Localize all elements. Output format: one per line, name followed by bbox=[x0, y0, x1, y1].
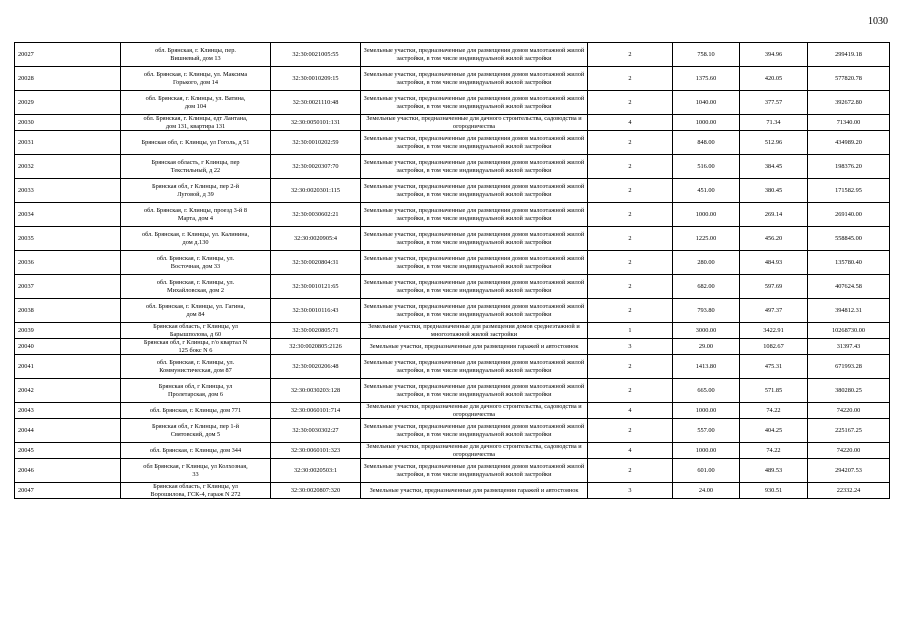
cadastral-value-cell: 171582.95 bbox=[808, 179, 890, 203]
cadastral-value-cell: 294207.53 bbox=[808, 459, 890, 483]
address-cell: обл. Брянская, г. Клинцы, дом 344 bbox=[121, 443, 271, 459]
cadastral-value-cell: 671993.28 bbox=[808, 355, 890, 379]
specific-value-cell: 420.05 bbox=[740, 67, 808, 91]
cadastral-value-cell: 225167.25 bbox=[808, 419, 890, 443]
address-cell: обл. Брянская, г. Клинцы, ул. Ватина, дом 104 bbox=[121, 91, 271, 115]
specific-value-cell: 377.57 bbox=[740, 91, 808, 115]
area-cell: 1413.80 bbox=[673, 355, 740, 379]
address-cell: обл. Брянская, г. Клинцы, дом 771 bbox=[121, 403, 271, 419]
cadastral-number-cell: 32:30:0021110:48 bbox=[271, 91, 361, 115]
cadastral-value-cell: 31397.43 bbox=[808, 339, 890, 355]
land-use-cell: Земельные участки, предназначенные для размещения домов малоэтажной жилой застройки, в том числе индивидуальной жилой застройки bbox=[361, 91, 588, 115]
address-cell: обл. Брянская, г. Клинцы, ул. Максима Горького, дом 14 bbox=[121, 67, 271, 91]
address-cell: Брянская обл, г. Клинцы, ул Гоголь, д 51 bbox=[121, 131, 271, 155]
cadastral-value-cell: 392672.80 bbox=[808, 91, 890, 115]
row-number: 20041 bbox=[15, 355, 121, 379]
cadastral-number-cell: 32:30:0021005:55 bbox=[271, 43, 361, 67]
cadastral-number-cell: 32:30:0020905:4 bbox=[271, 227, 361, 251]
group-cell: 2 bbox=[588, 459, 673, 483]
table-row bbox=[15, 419, 890, 443]
area-cell: 24.00 bbox=[673, 483, 740, 499]
cadastral-number-cell: 32:30:0020301:115 bbox=[271, 179, 361, 203]
specific-value-cell: 3422.91 bbox=[740, 323, 808, 339]
land-use-cell: Земельные участки, предназначенные для размещения домов малоэтажной жилой застройки, в том числе индивидуальной жилой застройки bbox=[361, 203, 588, 227]
group-cell: 3 bbox=[588, 483, 673, 499]
cadastral-value-cell: 577820.78 bbox=[808, 67, 890, 91]
specific-value-cell: 489.53 bbox=[740, 459, 808, 483]
specific-value-cell: 1082.67 bbox=[740, 339, 808, 355]
cadastral-number-cell: 32:30:0030203:128 bbox=[271, 379, 361, 403]
row-number: 20029 bbox=[15, 91, 121, 115]
group-cell: 2 bbox=[588, 91, 673, 115]
cadastral-number-cell: 32:30:0010116:43 bbox=[271, 299, 361, 323]
land-use-cell: Земельные участки, предназначенные для размещения домов малоэтажной жилой застройки, в том числе индивидуальной жилой застройки bbox=[361, 419, 588, 443]
land-registry-table bbox=[14, 42, 890, 499]
address-cell: обл. Брянская, г. Клинцы, пер. Вишневый, дом 13 bbox=[121, 43, 271, 67]
specific-value-cell: 484.93 bbox=[740, 251, 808, 275]
group-cell: 2 bbox=[588, 43, 673, 67]
table-row bbox=[15, 179, 890, 203]
group-cell: 1 bbox=[588, 323, 673, 339]
address-cell: обл. Брянская, г. Клинцы, едт Лантана, дом 131, квартира 131 bbox=[121, 115, 271, 131]
table-row bbox=[15, 355, 890, 379]
cadastral-value-cell: 71340.00 bbox=[808, 115, 890, 131]
row-number: 20042 bbox=[15, 379, 121, 403]
land-use-cell: Земельные участки, предназначенные для размещения гаражей и автостоянок bbox=[361, 483, 588, 499]
group-cell: 2 bbox=[588, 379, 673, 403]
address-cell: обл. Брянская, г. Клинцы, ул. Михайловская, дом 2 bbox=[121, 275, 271, 299]
area-cell: 557.00 bbox=[673, 419, 740, 443]
row-number: 20032 bbox=[15, 155, 121, 179]
cadastral-number-cell: 32:30:0020503:1 bbox=[271, 459, 361, 483]
land-use-cell: Земельные участки, предназначенные для размещения домов малоэтажной жилой застройки, в том числе индивидуальной жилой застройки bbox=[361, 43, 588, 67]
row-number: 20046 bbox=[15, 459, 121, 483]
group-cell: 2 bbox=[588, 355, 673, 379]
cadastral-number-cell: 32:30:0020805:71 bbox=[271, 323, 361, 339]
group-cell: 2 bbox=[588, 227, 673, 251]
cadastral-number-cell: 32:30:0020807:320 bbox=[271, 483, 361, 499]
row-number: 20040 bbox=[15, 339, 121, 355]
row-number: 20027 bbox=[15, 43, 121, 67]
row-number: 20033 bbox=[15, 179, 121, 203]
cadastral-number-cell: 32:30:0030302:27 bbox=[271, 419, 361, 443]
table-row bbox=[15, 443, 890, 459]
cadastral-number-cell: 32:30:0030602:21 bbox=[271, 203, 361, 227]
cadastral-value-cell: 22332.24 bbox=[808, 483, 890, 499]
table-row bbox=[15, 459, 890, 483]
address-cell: Брянская область, г Клинцы, ул Барышполова, д 60 bbox=[121, 323, 271, 339]
row-number: 20043 bbox=[15, 403, 121, 419]
area-cell: 451.00 bbox=[673, 179, 740, 203]
area-cell: 1000.00 bbox=[673, 203, 740, 227]
table-row bbox=[15, 203, 890, 227]
specific-value-cell: 497.37 bbox=[740, 299, 808, 323]
table-row bbox=[15, 91, 890, 115]
row-number: 20044 bbox=[15, 419, 121, 443]
row-number: 20030 bbox=[15, 115, 121, 131]
address-cell: обл Брянская, г Клинцы, ул Колхозная, 33 bbox=[121, 459, 271, 483]
land-use-cell: Земельные участки, предназначенные для размещения домов малоэтажной жилой застройки, в том числе индивидуальной жилой застройки bbox=[361, 275, 588, 299]
specific-value-cell: 571.85 bbox=[740, 379, 808, 403]
group-cell: 4 bbox=[588, 115, 673, 131]
table-row bbox=[15, 67, 890, 91]
cadastral-number-cell: 32:30:0010209:15 bbox=[271, 67, 361, 91]
address-cell: обл. Брянская, г. Клинцы, ул. Восточная, дом 33 bbox=[121, 251, 271, 275]
area-cell: 516.00 bbox=[673, 155, 740, 179]
cadastral-number-cell: 32:30:0060101:714 bbox=[271, 403, 361, 419]
row-number: 20028 bbox=[15, 67, 121, 91]
cadastral-number-cell: 32:30:0020307:70 bbox=[271, 155, 361, 179]
area-cell: 1225.00 bbox=[673, 227, 740, 251]
land-use-cell: Земельные участки, предназначенные для размещения домов малоэтажной жилой застройки, в том числе индивидуальной жилой застройки bbox=[361, 227, 588, 251]
address-cell: Брянская обл, г Клинцы, г/о квартал N 125 бокс N 6 bbox=[121, 339, 271, 355]
address-cell: Брянская область, г Клинцы, пер Текстильный, д 22 bbox=[121, 155, 271, 179]
land-use-cell: Земельные участки, предназначенные для размещения домов малоэтажной жилой застройки, в том числе индивидуальной жилой застройки bbox=[361, 355, 588, 379]
group-cell: 2 bbox=[588, 251, 673, 275]
area-cell: 665.00 bbox=[673, 379, 740, 403]
cadastral-value-cell: 10268730.00 bbox=[808, 323, 890, 339]
cadastral-number-cell: 32:30:0020804:31 bbox=[271, 251, 361, 275]
cadastral-value-cell: 380280.25 bbox=[808, 379, 890, 403]
area-cell: 793.80 bbox=[673, 299, 740, 323]
address-cell: обл. Брянская, г. Клинцы, ул. Коммунистическая, дом 87 bbox=[121, 355, 271, 379]
area-cell: 29.00 bbox=[673, 339, 740, 355]
area-cell: 1040.00 bbox=[673, 91, 740, 115]
land-use-cell: Земельные участки, предназначенные для размещения домов среднеэтажной и многоэтажной жилой застройки bbox=[361, 323, 588, 339]
address-cell: обл. Брянская, г. Клинцы, ул. Гагина, дом 84 bbox=[121, 299, 271, 323]
group-cell: 2 bbox=[588, 275, 673, 299]
cadastral-number-cell: 32:30:0010202:59 bbox=[271, 131, 361, 155]
land-use-cell: Земельные участки, предназначенные для размещения домов малоэтажной жилой застройки, в том числе индивидуальной жилой застройки bbox=[361, 251, 588, 275]
address-cell: обл. Брянская, г. Клинцы, ул. Калинина, дом д.130 bbox=[121, 227, 271, 251]
cadastral-value-cell: 394812.31 bbox=[808, 299, 890, 323]
specific-value-cell: 475.31 bbox=[740, 355, 808, 379]
area-cell: 280.00 bbox=[673, 251, 740, 275]
cadastral-value-cell: 407624.58 bbox=[808, 275, 890, 299]
group-cell: 2 bbox=[588, 131, 673, 155]
area-cell: 1000.00 bbox=[673, 403, 740, 419]
specific-value-cell: 930.51 bbox=[740, 483, 808, 499]
table-row bbox=[15, 403, 890, 419]
address-cell: Брянская область, г Клинцы, ул Ворошилова, ГСК-4, гараж N 272 bbox=[121, 483, 271, 499]
land-use-cell: Земельные участки, предназначенные для размещения домов малоэтажной жилой застройки, в том числе индивидуальной жилой застройки bbox=[361, 299, 588, 323]
table-row bbox=[15, 131, 890, 155]
specific-value-cell: 597.69 bbox=[740, 275, 808, 299]
group-cell: 3 bbox=[588, 339, 673, 355]
table-row bbox=[15, 339, 890, 355]
land-use-cell: Земельные участки, предназначенные для размещения домов малоэтажной жилой застройки, в том числе индивидуальной жилой застройки bbox=[361, 179, 588, 203]
address-cell: обл. Брянская, г. Клинцы, проезд 3-й 8 Марта, дом 4 bbox=[121, 203, 271, 227]
group-cell: 2 bbox=[588, 419, 673, 443]
cadastral-value-cell: 269140.00 bbox=[808, 203, 890, 227]
row-number: 20034 bbox=[15, 203, 121, 227]
cadastral-number-cell: 32:30:0020805:2126 bbox=[271, 339, 361, 355]
row-number: 20031 bbox=[15, 131, 121, 155]
table-row bbox=[15, 43, 890, 67]
specific-value-cell: 394.96 bbox=[740, 43, 808, 67]
specific-value-cell: 456.20 bbox=[740, 227, 808, 251]
area-cell: 1375.60 bbox=[673, 67, 740, 91]
land-use-cell: Земельные участки, предназначенные для размещения домов малоэтажной жилой застройки, в том числе индивидуальной жилой застройки bbox=[361, 379, 588, 403]
table-row bbox=[15, 227, 890, 251]
cadastral-number-cell: 32:30:0060101:323 bbox=[271, 443, 361, 459]
specific-value-cell: 269.14 bbox=[740, 203, 808, 227]
specific-value-cell: 380.45 bbox=[740, 179, 808, 203]
area-cell: 601.00 bbox=[673, 459, 740, 483]
area-cell: 682.00 bbox=[673, 275, 740, 299]
table-row bbox=[15, 323, 890, 339]
area-cell: 3000.00 bbox=[673, 323, 740, 339]
area-cell: 1000.00 bbox=[673, 115, 740, 131]
table-row bbox=[15, 299, 890, 323]
cadastral-number-cell: 32:30:0020206:48 bbox=[271, 355, 361, 379]
land-use-cell: Земельные участки, предназначенные для размещения домов малоэтажной жилой застройки, в том числе индивидуальной жилой застройки bbox=[361, 459, 588, 483]
area-cell: 758.10 bbox=[673, 43, 740, 67]
cadastral-number-cell: 32:30:0050101:131 bbox=[271, 115, 361, 131]
land-use-cell: Земельные участки, предназначенные для дачного строительства, садоводства и огородничества bbox=[361, 443, 588, 459]
specific-value-cell: 512.96 bbox=[740, 131, 808, 155]
group-cell: 4 bbox=[588, 403, 673, 419]
land-use-cell: Земельные участки, предназначенные для дачного строительства, садоводства и огородничества bbox=[361, 115, 588, 131]
row-number: 20039 bbox=[15, 323, 121, 339]
table-row bbox=[15, 251, 890, 275]
cadastral-number-cell: 32:30:0010121:65 bbox=[271, 275, 361, 299]
row-number: 20047 bbox=[15, 483, 121, 499]
row-number: 20036 bbox=[15, 251, 121, 275]
address-cell: Брянская обл, г Клинцы, пер 2-й Луговой, д 39 bbox=[121, 179, 271, 203]
row-number: 20045 bbox=[15, 443, 121, 459]
address-cell: Брянская обл, г Клинцы, пер 1-й Святовский, дом 5 bbox=[121, 419, 271, 443]
cadastral-value-cell: 198376.20 bbox=[808, 155, 890, 179]
group-cell: 2 bbox=[588, 299, 673, 323]
table-row bbox=[15, 115, 890, 131]
table-row bbox=[15, 483, 890, 499]
group-cell: 4 bbox=[588, 443, 673, 459]
cadastral-value-cell: 434989.20 bbox=[808, 131, 890, 155]
group-cell: 2 bbox=[588, 67, 673, 91]
row-number: 20037 bbox=[15, 275, 121, 299]
cadastral-value-cell: 74220.00 bbox=[808, 443, 890, 459]
land-use-cell: Земельные участки, предназначенные для размещения гаражей и автостоянок bbox=[361, 339, 588, 355]
page-number: 1030 bbox=[868, 16, 888, 27]
table-row bbox=[15, 275, 890, 299]
cadastral-value-cell: 558845.00 bbox=[808, 227, 890, 251]
specific-value-cell: 404.25 bbox=[740, 419, 808, 443]
cadastral-value-cell: 299419.18 bbox=[808, 43, 890, 67]
land-use-cell: Земельные участки, предназначенные для размещения домов малоэтажной жилой застройки, в том числе индивидуальной жилой застройки bbox=[361, 155, 588, 179]
specific-value-cell: 74.22 bbox=[740, 443, 808, 459]
land-use-cell: Земельные участки, предназначенные для размещения домов малоэтажной жилой застройки, в том числе индивидуальной жилой застройки bbox=[361, 131, 588, 155]
land-use-cell: Земельные участки, предназначенные для дачного строительства, садоводства и огородничества bbox=[361, 403, 588, 419]
specific-value-cell: 71.34 bbox=[740, 115, 808, 131]
row-number: 20035 bbox=[15, 227, 121, 251]
row-number: 20038 bbox=[15, 299, 121, 323]
land-use-cell: Земельные участки, предназначенные для размещения домов малоэтажной жилой застройки, в том числе индивидуальной жилой застройки bbox=[361, 67, 588, 91]
area-cell: 1000.00 bbox=[673, 443, 740, 459]
area-cell: 848.00 bbox=[673, 131, 740, 155]
group-cell: 2 bbox=[588, 179, 673, 203]
group-cell: 2 bbox=[588, 155, 673, 179]
specific-value-cell: 74.22 bbox=[740, 403, 808, 419]
table-row bbox=[15, 379, 890, 403]
cadastral-value-cell: 135780.40 bbox=[808, 251, 890, 275]
table-body bbox=[15, 43, 890, 499]
group-cell: 2 bbox=[588, 203, 673, 227]
table-row bbox=[15, 155, 890, 179]
cadastral-value-cell: 74220.00 bbox=[808, 403, 890, 419]
specific-value-cell: 384.45 bbox=[740, 155, 808, 179]
address-cell: Брянская обл, г Клинцы, ул Пролетарская, дом 6 bbox=[121, 379, 271, 403]
